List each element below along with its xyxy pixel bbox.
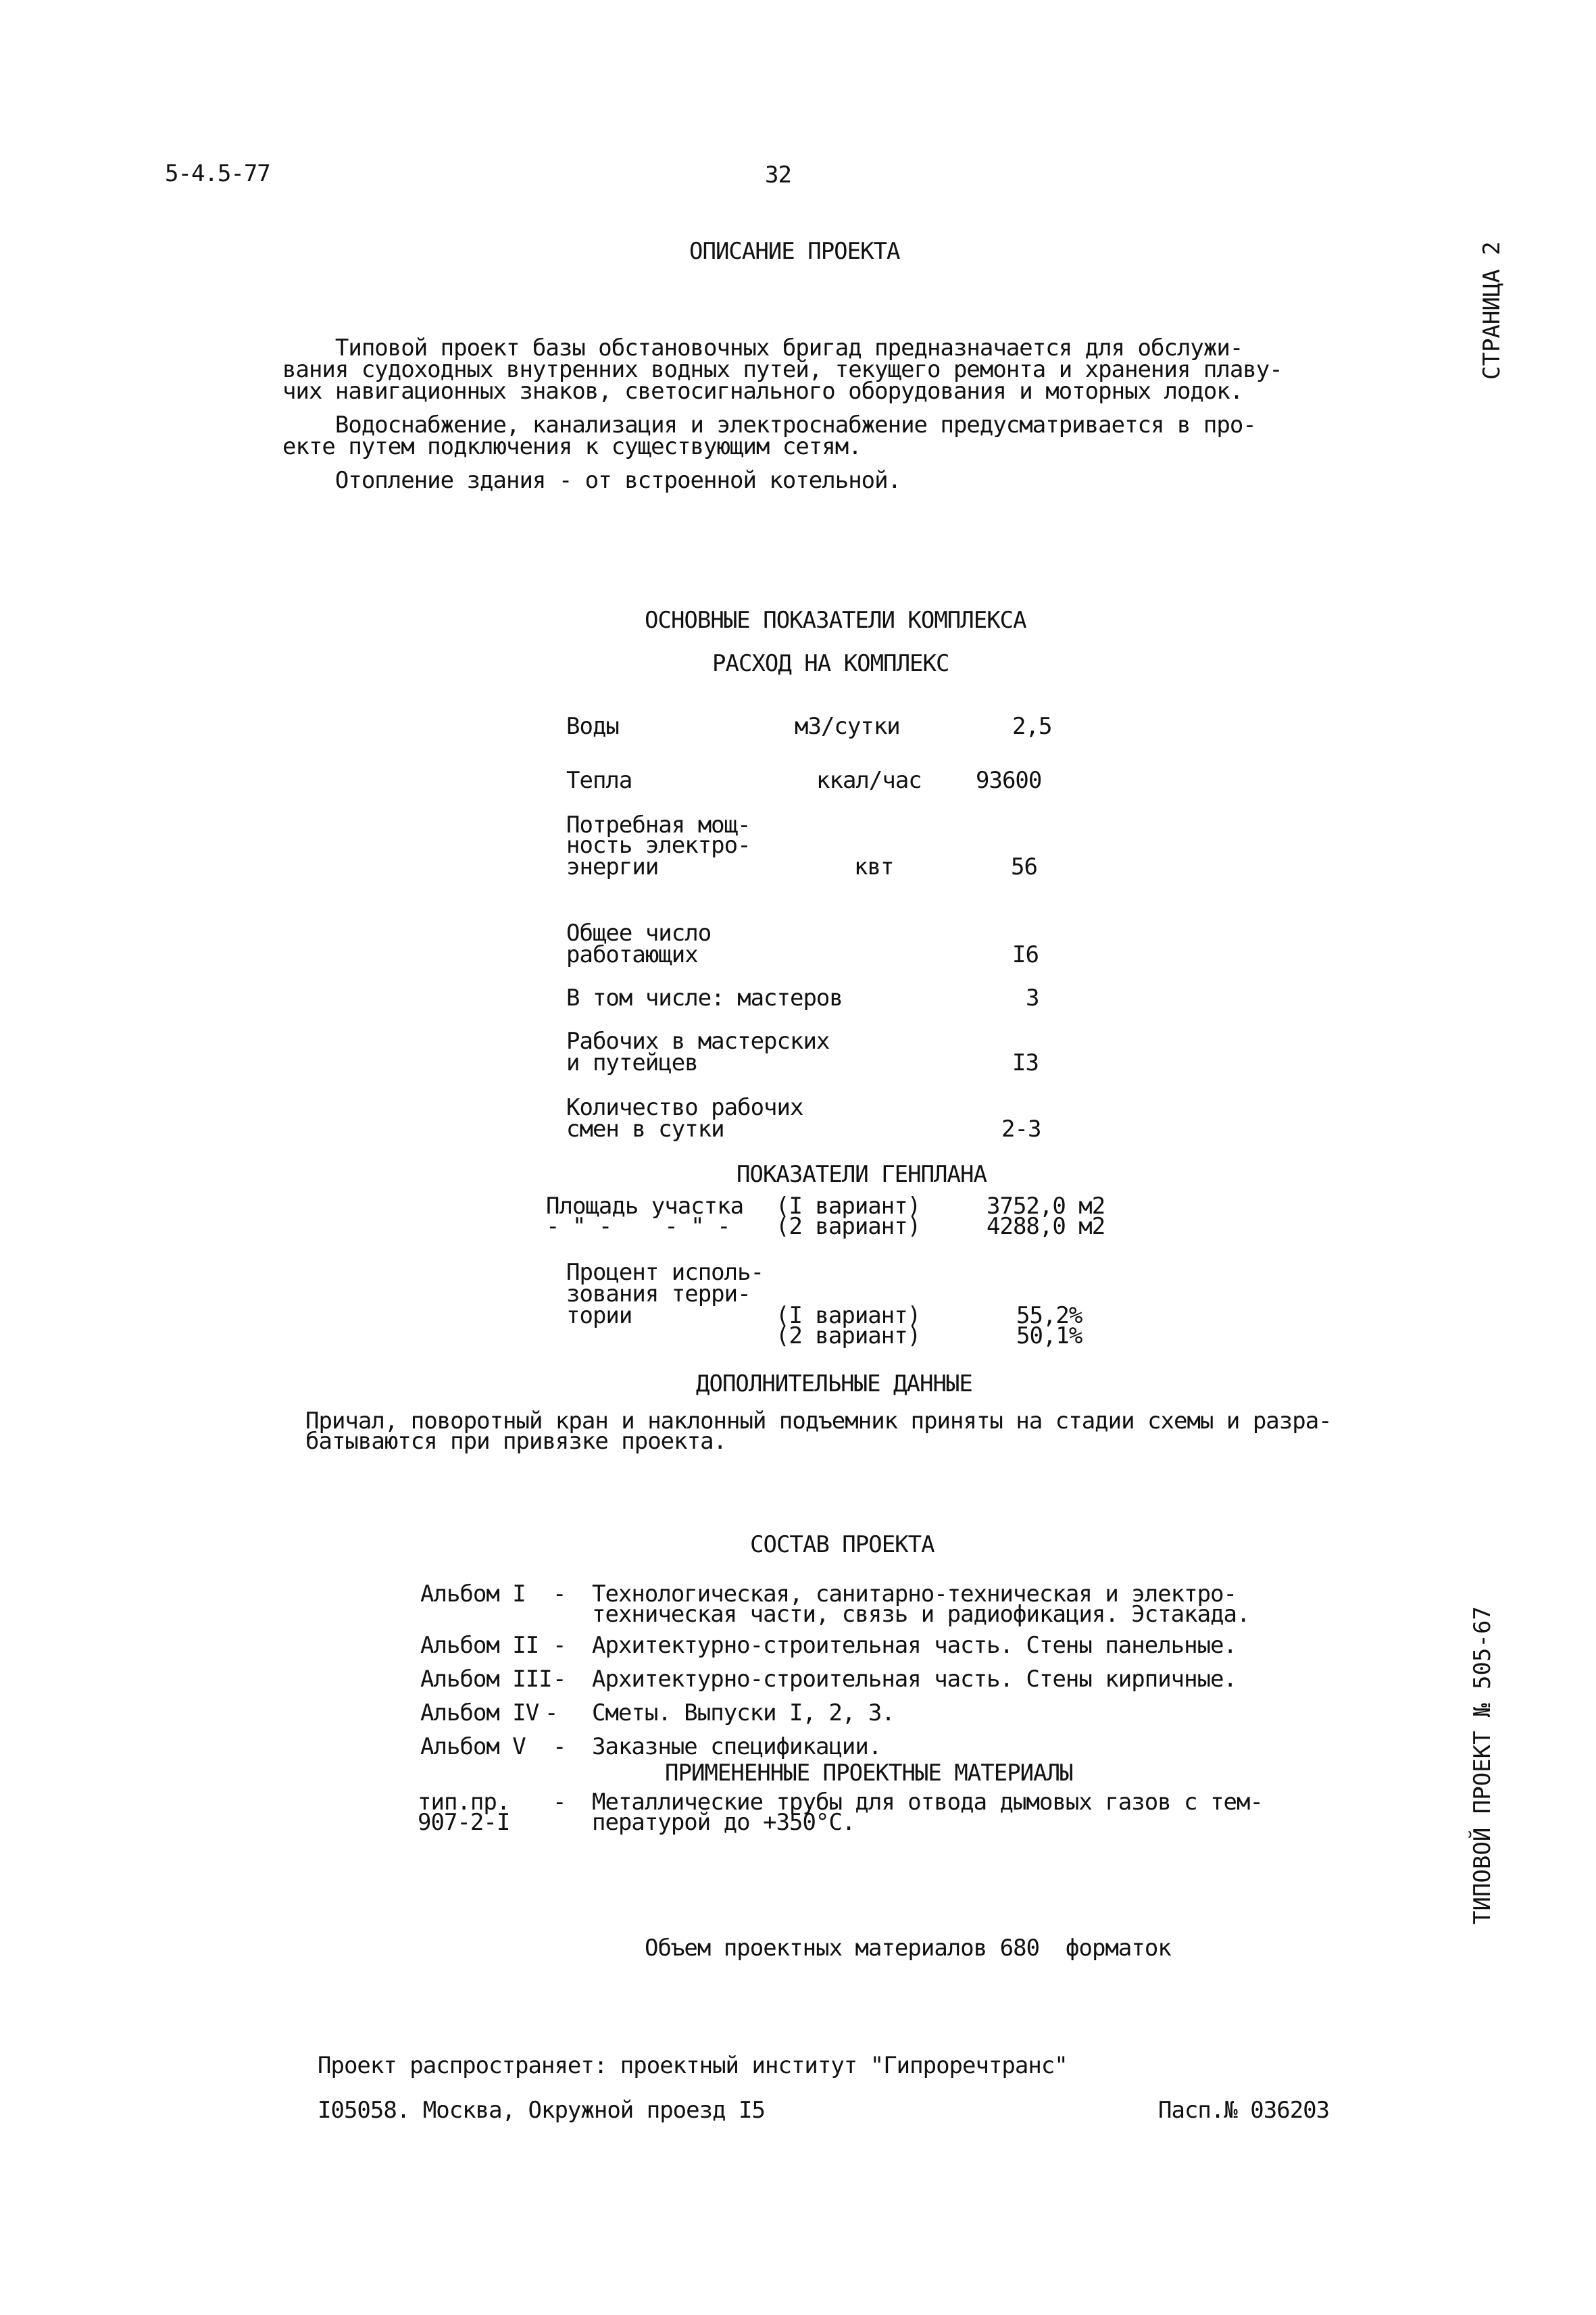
indicator-label: Потребная мощ- bbox=[566, 812, 751, 839]
applied-materials-title: ПРИМЕНЕННЫЕ ПРОЕКТНЫЕ МАТЕРИАЛЫ bbox=[665, 1760, 1073, 1787]
indicator-unit: м3/сутки bbox=[795, 713, 900, 740]
description-line: чих навигационных знаков, светосигнального оборудования и моторных лодок. bbox=[282, 378, 1243, 405]
indicator-label: Тепла bbox=[566, 767, 632, 794]
indicator-value: I6 bbox=[1012, 941, 1039, 968]
side-label-page: СТРАНИЦА 2 bbox=[1478, 241, 1505, 380]
passport-number: Пасп.№ 036203 bbox=[1158, 2097, 1330, 2124]
album-name: Альбом IV bbox=[420, 1699, 539, 1726]
indicator-label: Количество рабочих bbox=[566, 1094, 803, 1121]
album-text: техническая части, связь и радиофикация. Эстакада. bbox=[592, 1601, 1250, 1628]
area-value: 3752,0 м2 bbox=[987, 1193, 1105, 1220]
album-text: Архитектурно-строительная часть. Стены кирпичные. bbox=[592, 1666, 1237, 1693]
usage-label: зования терри- bbox=[566, 1280, 751, 1308]
usage-value: 55,2% bbox=[1016, 1302, 1082, 1329]
usage-value: 50,1% bbox=[1016, 1322, 1082, 1349]
description-line: вания судоходных внутренних водных путей, текущего ремонта и хранения плаву- bbox=[282, 356, 1282, 383]
indicator-value: 2-3 bbox=[1001, 1116, 1041, 1143]
indicator-label: Воды bbox=[566, 713, 619, 740]
album-text: Архитектурно-строительная часть. Стены панельные. bbox=[592, 1632, 1237, 1659]
indicator-value: 2,5 bbox=[1012, 713, 1052, 740]
composition-title: СОСТАВ ПРОЕКТА bbox=[750, 1531, 934, 1558]
indicators-subtitle: РАСХОД НА КОМПЛЕКС bbox=[712, 650, 949, 677]
indicator-unit: квт bbox=[854, 853, 894, 880]
indicator-label: В том числе: мастеров bbox=[566, 985, 843, 1012]
album-name: Альбом II bbox=[420, 1632, 539, 1659]
indicator-value: I3 bbox=[1012, 1049, 1039, 1076]
area-variant: (I вариант) bbox=[776, 1193, 921, 1220]
area-label: Площадь участка bbox=[546, 1193, 744, 1220]
dash-separator: - bbox=[553, 1666, 566, 1693]
indicator-value: 93600 bbox=[976, 767, 1042, 794]
description-line: Типовой проект базы обстановочных бригад предназначается для обслужи- bbox=[282, 334, 1243, 362]
applied-text: Металлические трубы для отвода дымовых газов с тем- bbox=[592, 1789, 1263, 1816]
materials-volume: Объем проектных материалов 680 форматок bbox=[645, 1935, 1171, 1962]
area-value: 4288,0 м2 bbox=[987, 1213, 1105, 1240]
album-name: Альбом V bbox=[420, 1733, 526, 1760]
usage-label: тории bbox=[566, 1302, 632, 1329]
indicator-unit: ккал/час bbox=[816, 767, 922, 794]
description-line: Водоснабжение, канализация и электроснабжение предусматривается в про- bbox=[282, 412, 1256, 439]
applied-text: пературой до +350°С. bbox=[592, 1809, 855, 1836]
album-name: Альбом I bbox=[420, 1580, 526, 1608]
usage-label: Процент исполь- bbox=[566, 1259, 764, 1286]
indicator-value: 56 bbox=[1011, 853, 1037, 880]
description-line: Отопление здания - от встроенной котельной. bbox=[282, 467, 901, 494]
usage-variant: (I вариант) bbox=[776, 1302, 921, 1329]
side-label-project: ТИПОВОЙ ПРОЕКТ № 505-67 bbox=[1469, 1606, 1496, 1924]
indicator-label: и путейцев bbox=[566, 1049, 698, 1076]
album-text: Заказные спецификации. bbox=[592, 1733, 882, 1760]
genplan-title: ПОКАЗАТЕЛИ ГЕНПЛАНА bbox=[737, 1161, 987, 1188]
indicator-value: 3 bbox=[1026, 985, 1039, 1012]
usage-variant: (2 вариант) bbox=[776, 1322, 921, 1349]
dash-separator: - bbox=[553, 1789, 566, 1816]
indicator-label: работающих bbox=[566, 941, 698, 968]
album-text: Сметы. Выпуски I, 2, 3. bbox=[592, 1699, 895, 1726]
album-name: Альбом III bbox=[420, 1666, 552, 1693]
description-line: екте путем подключения к существующим сетям. bbox=[282, 433, 862, 460]
description-title: ОПИСАНИЕ ПРОЕКТА bbox=[689, 238, 900, 265]
additional-line: батываются при привязке проекта. bbox=[305, 1428, 727, 1455]
indicator-label: Общее число bbox=[566, 920, 712, 947]
indicator-label: ность электро- bbox=[566, 832, 751, 859]
page-number: 32 bbox=[765, 161, 791, 189]
additional-line: Причал, поворотный кран и наклонный подъемник приняты на стадии схемы и разра- bbox=[305, 1408, 1332, 1435]
area-variant: (2 вариант) bbox=[776, 1213, 921, 1240]
dash-separator: - bbox=[553, 1580, 566, 1608]
indicator-label: смен в сутки bbox=[566, 1116, 724, 1143]
dash-separator: - bbox=[553, 1733, 566, 1760]
area-label: - " - - " - bbox=[546, 1213, 730, 1240]
applied-code: 907-2-I bbox=[418, 1809, 510, 1836]
indicator-label: Рабочих в мастерских bbox=[566, 1028, 830, 1055]
applied-code: тип.пр. bbox=[418, 1789, 510, 1816]
distributor: Проект распространяет: проектный институт "Гипроречтранс" bbox=[318, 2052, 1068, 2079]
address: I05058. Москва, Окружной проезд I5 bbox=[318, 2097, 765, 2124]
additional-title: ДОПОЛНИТЕЛЬНЫЕ ДАННЫЕ bbox=[696, 1370, 972, 1397]
dash-separator: - bbox=[545, 1699, 558, 1726]
dash-separator: - bbox=[553, 1632, 566, 1659]
indicators-title: ОСНОВНЫЕ ПОКАЗАТЕЛИ КОМПЛЕКСА bbox=[645, 607, 1026, 634]
indicator-label: энергии bbox=[566, 853, 659, 880]
doc-code: 5-4.5-77 bbox=[165, 160, 270, 187]
album-text: Технологическая, санитарно-техническая и электро- bbox=[592, 1580, 1237, 1608]
